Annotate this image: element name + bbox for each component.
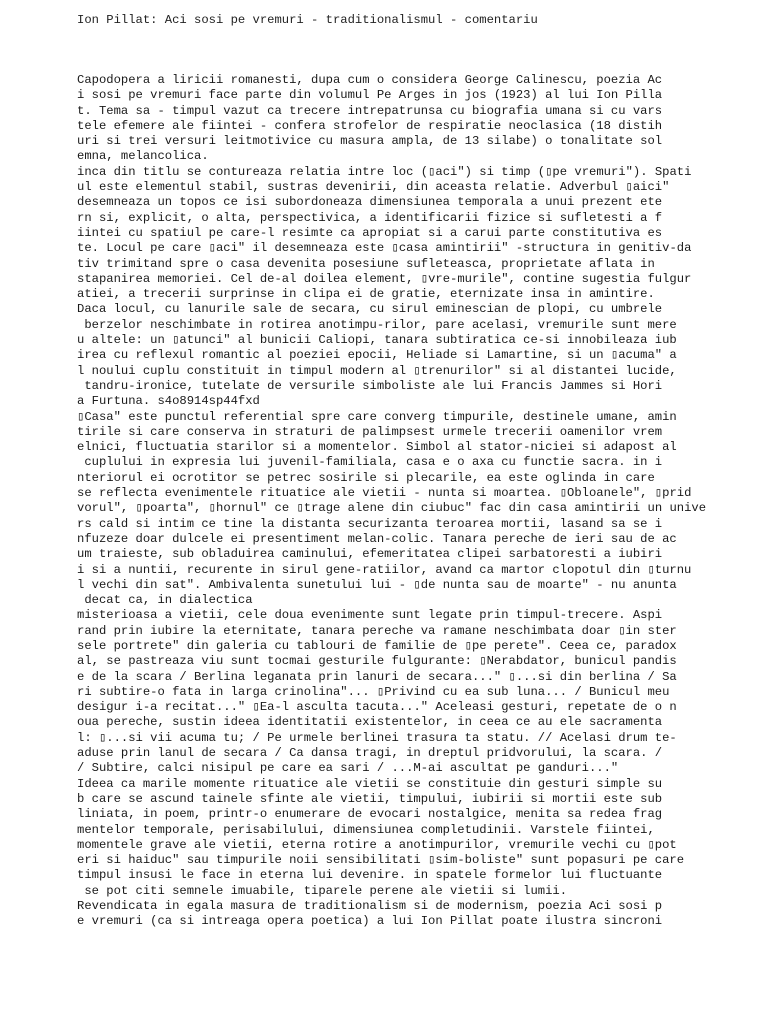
text-line: Daca locul, cu lanurile sale de secara, cu sirul eminescian de plopi, cu umbrele [77, 302, 663, 317]
text-line: misterioasa a vietii, cele doua evenimente sunt legate prin timpul-trecere. Aspi [77, 608, 663, 623]
text-line: i sosi pe vremuri face parte din volumul Pe Arges in jos (1923) al lui Ion Pilla [77, 88, 663, 103]
text-line: a Furtuna. s4o8914sp44fxd [77, 394, 260, 409]
text-line: rn si, explicit, o alta, perspectivica, a identificarii fizice si sufletesti a f [77, 210, 663, 225]
text-line: elnici, fluctuatia starilor si a momentelor. Simbol al stator-niciei si adapost al [77, 440, 677, 455]
text-line: atiei, a trecerii surprinse in clipa ei de gratie, eternizate insa in amintire. [77, 287, 655, 302]
text-line: / Subtire, calci nisipul pe care ea sari / ...M-ai ascultat pe ganduri..." [77, 761, 619, 776]
text-line: aduse prin lanul de secara / Ca dansa tragi, in dreptul pridvorului, la scara. / [77, 746, 663, 761]
text-line: vorul", ▯poarta", ▯hornul" ce ▯trage alene din ciubuc" fac din casa amintirii un unive [77, 501, 707, 516]
text-line: um traieste, sub obladuirea caminului, efemeritatea clipei sarbatoresti a iubiri [77, 547, 663, 562]
text-line: rs cald si intim ce tine la distanta securizanta teroarea mortii, lasand sa se i [77, 516, 663, 531]
text-line: desemneaza un topos ce isi subordoneaza dimensiunea temporala a unui prezent ete [77, 195, 663, 210]
text-line: rand prin iubire la eternitate, tanara pereche va ramane neschimbata doar ▯in ster [77, 623, 677, 638]
text-line: nteriorul ei ocrotitor se petrec sosirile si plecarile, ea este oglinda in care [77, 470, 655, 485]
text-line: ri subtire-o fata in larga crinolina"... ▯Privind cu ea sub luna... / Bunicul meu [77, 684, 670, 699]
text-line: tandru-ironice, tutelate de versurile simboliste ale lui Francis Jammes si Hori [77, 378, 663, 393]
text-line: se pot citi semnele imuabile, tiparele perene ale vietii si lumii. [77, 883, 568, 898]
text-line: Revendicata in egala masura de traditionalism si de modernism, poezia Aci sosi p [77, 899, 663, 914]
document-body [77, 73, 706, 930]
text-line: iintei cu spatiul pe care-l resimte ca apropiat si a carui parte constitutiva es [77, 225, 663, 240]
text-line: irea cu reflexul romantic al poeziei epocii, Heliade si Lamartine, si un ▯acuma" a [77, 348, 677, 363]
text-line: eri si haiduc" sau timpurile noii sensibilitati ▯sim-boliste" sunt popasuri pe care [77, 853, 685, 868]
text-line: i si a nuntii, recurente in sirul gene-ratiilor, avand ca martor clopotul din ▯turnu [77, 562, 692, 577]
text-line: al, se pastreaza viu sunt tocmai gesturile fulgurante: ▯Nerabdator, bunicul pandis [77, 654, 677, 669]
text-line: Capodopera a liricii romanesti, dupa cum o considera George Calinescu, poezia Ac [77, 73, 663, 87]
text-line: momentele grave ale vietii, eterna rotire a anotimpurilor, vremurile vechi cu ▯pot [77, 837, 677, 852]
text-line: l vechi din sat". Ambivalenta sunetului lui - ▯de nunta sau de moarte" - nu anunta [77, 577, 677, 592]
text-line: t. Tema sa - timpul vazut ca trecere intrepatrunsa cu biografia umana si cu vars [77, 103, 663, 118]
text-line: tirile si care conserva in straturi de palimpsest urmele trecerii oamenilor vrem [77, 424, 663, 439]
text-line: cuplului in expresia lui juvenil-familiala, casa e o axa cu functie sacra. in i [77, 455, 663, 470]
text-line: b care se ascund tainele sfinte ale vietii, timpului, iubirii si mortii este sub [77, 791, 663, 806]
text-line: inca din titlu se contureaza relatia intre loc (▯aci") si timp (▯pe vremuri"). Spati [77, 164, 692, 179]
text-line: se reflecta evenimentele rituatice ale vietii - nunta si moartea. ▯Obloanele", ▯prid [77, 486, 692, 501]
text-line: uri si trei versuri leitmotivice cu masura ampla, de 13 silabe) o tonalitate sol [77, 134, 663, 149]
text-line: mentelor temporale, perisabilului, dimensiunea completudinii. Varstele fiintei, [77, 822, 655, 837]
text-line: ul este elementul stabil, sustras devenirii, din aceasta relatie. Adverbul ▯aici" [77, 180, 670, 195]
text-line: oua pereche, sustin ideea identitatii existentelor, in ceea ce au ele sacramenta [77, 715, 663, 730]
text-line: desigur i-a recitat..." ▯Ea-l asculta tacuta..." Aceleasi gesturi, repetate de o n [77, 700, 677, 715]
text-line: e vremuri (ca si intreaga opera poetica) a lui Ion Pillat poate ilustra sincroni [77, 914, 663, 929]
text-line: stapanirea memoriei. Cel de-al doilea element, ▯vre-murile", contine sugestia fulgur [77, 271, 692, 286]
text-line: decat ca, in dialectica [77, 593, 253, 608]
text-line: sele portrete" din galeria cu tablouri de familie de ▯pe perete". Ceea ce, paradox [77, 638, 677, 653]
text-line: te. Locul pe care ▯aci" il desemneaza este ▯casa amintirii" -structura in genitiv-da [77, 241, 692, 256]
text-line: tele efemere ale fiintei - confera strofelor de respiratie neoclasica (18 distih [77, 118, 663, 133]
text-line: berzelor neschimbate in rotirea anotimpu-rilor, pare acelasi, vremurile sunt mere [77, 317, 677, 332]
text-line: tiv trimitand spre o casa devenita posesiune sufleteasca, proprietate aflata in [77, 256, 655, 271]
text-line: l: ▯...si vii acuma tu; / Pe urmele berlinei trasura ta statu. // Acelasi drum te- [77, 730, 677, 745]
text-line: liniata, in poem, printr-o enumerare de evocari nostalgice, menita sa redea frag [77, 807, 663, 822]
text-line: emna, melancolica. [77, 149, 209, 164]
text-line: timpul insusi le face in eterna lui devenire. in spatele formelor lui fluctuante [77, 868, 663, 883]
text-line: l noului cuplu constituit in timpul modern al ▯trenurilor" si al distantei lucide, [77, 363, 677, 378]
text-line: ▯Casa" este punctul referential spre care converg timpurile, destinele umane, amin [77, 409, 677, 424]
text-line: Ideea ca marile momente rituatice ale vietii se constituie din gesturi simple su [77, 776, 663, 791]
text-line: nfuzeze doar dulcele ei presentiment melan-colic. Tanara pereche de ieri sau de ac [77, 531, 677, 546]
document-title: Ion Pillat: Aci sosi pe vremuri - traditionalismul - comentariu [77, 13, 538, 27]
text-line: e de la scara / Berlina leganata prin lanuri de secara..." ▯...si din berlina / Sa [77, 669, 677, 684]
text-line: u altele: un ▯atunci" al bunicii Caliopi, tanara subtiratica ce-si innobileaza iub [77, 333, 677, 348]
